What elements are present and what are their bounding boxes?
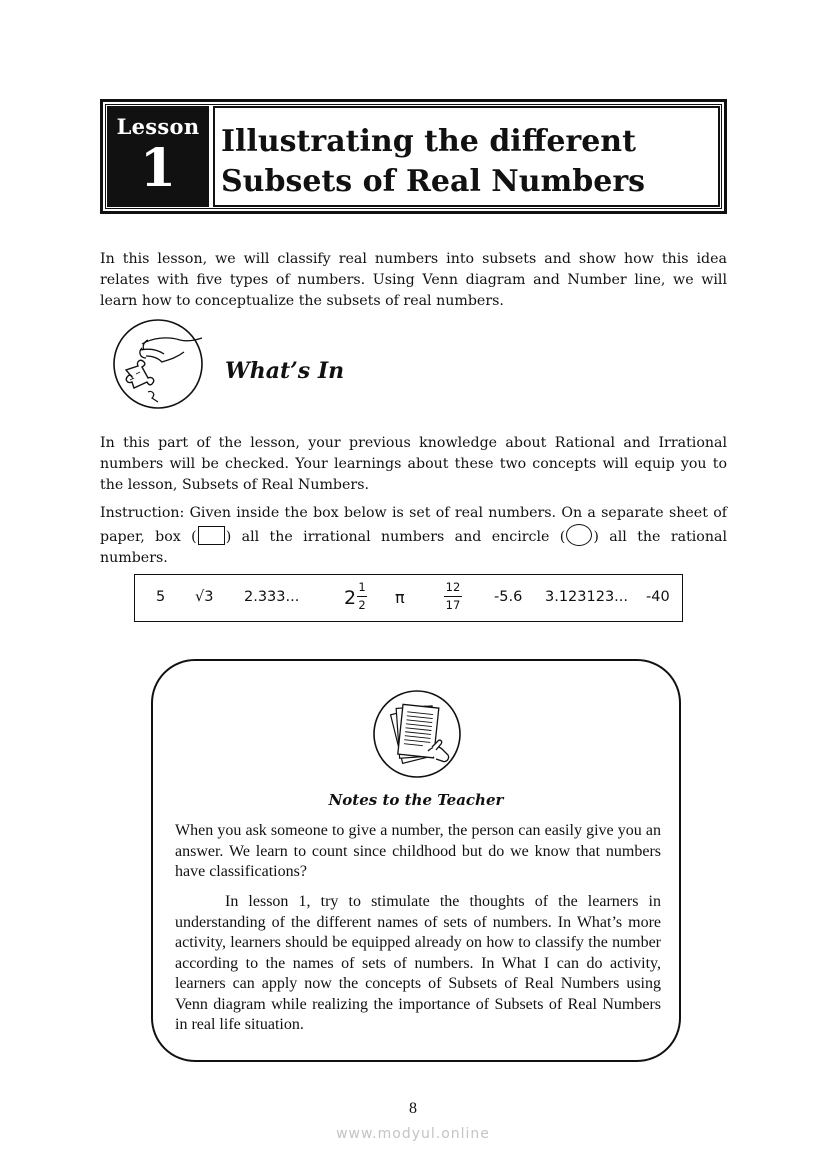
lesson-title: Illustrating the different Subsets of Real Numbers (221, 124, 646, 199)
instruction-text-1: Instruction: Given inside the box below is set of real numbers. On a separate sheet of paper, box ( (100, 505, 727, 545)
instruction-text-3: ) all the rational numbers. (100, 529, 727, 566)
lesson-number: 1 (139, 138, 177, 199)
fraction-12-17 (444, 581, 462, 612)
fraction-bar (357, 596, 367, 597)
page-number: 8 (409, 1100, 417, 1117)
mixed-number-whole: 2 (344, 587, 357, 609)
instruction-paragraph (100, 503, 727, 569)
number-five: 5 (156, 589, 166, 605)
mixed-number-fraction (357, 581, 367, 612)
box-symbol (198, 526, 225, 545)
number-sqrt3: √3 (195, 589, 214, 605)
lesson-header (100, 99, 727, 214)
watermark: www.modyul.online (336, 1126, 490, 1142)
circle-symbol (566, 524, 592, 546)
fraction-denominator: 17 (445, 598, 461, 612)
teacher-notes-box (151, 659, 681, 1062)
fraction-numerator: 12 (445, 580, 461, 594)
lesson-title-box (213, 106, 720, 207)
number-repeating-2333: 2.333... (244, 589, 300, 605)
notes-paragraph-2: In lesson 1, try to stimulate the thoughts of the learners in understanding of the different names of sets of numbers. In What’s more activity, learners should be equipped already on how to classify the number according to the names of sets of numbers. In What I can do activity, learners can apply now the concepts of Subsets of Real Numbers using Venn diagram while realizing the importance of Subsets of Real Numbers in real life situation. (175, 893, 661, 1033)
lesson-label: Lesson (116, 114, 200, 139)
instruction-text-2: ) all the irrational numbers and encircle ( (225, 529, 566, 545)
number-negative-5-6: -5.6 (494, 589, 523, 605)
notes-title: Notes to the Teacher (328, 791, 504, 809)
papers-hand-icon (372, 689, 462, 779)
whats-in-paragraph: In this part of the lesson, your previous knowledge about Rational and Irrational numbers will be checked. Your learnings about these two concepts will equip you to the lesson, Subsets of Real Numbers. (100, 435, 727, 493)
fraction-bar (444, 596, 462, 597)
mixed-number-denominator: 2 (358, 598, 366, 612)
number-negative-40: -40 (646, 589, 670, 605)
intro-paragraph: In this lesson, we will classify real numbers into subsets and show how this idea relates with five types of numbers. Using Venn diagram and Number line, we will learn how to conceptualize the subsets of real numbers. (100, 251, 727, 309)
number-repeating-3123: 3.123123... (545, 589, 629, 605)
real-numbers-box (134, 574, 683, 622)
notes-paragraph-1: When you ask someone to give a number, the person can easily give you an answer. We learn to count since childhood but do we know that numbers have classifications? (175, 822, 661, 880)
puzzle-hand-icon (112, 318, 204, 410)
lesson-badge (107, 106, 209, 207)
mixed-number-numerator: 1 (358, 580, 366, 594)
whats-in-title: What’s In (225, 358, 345, 384)
number-pi: π (395, 588, 405, 607)
